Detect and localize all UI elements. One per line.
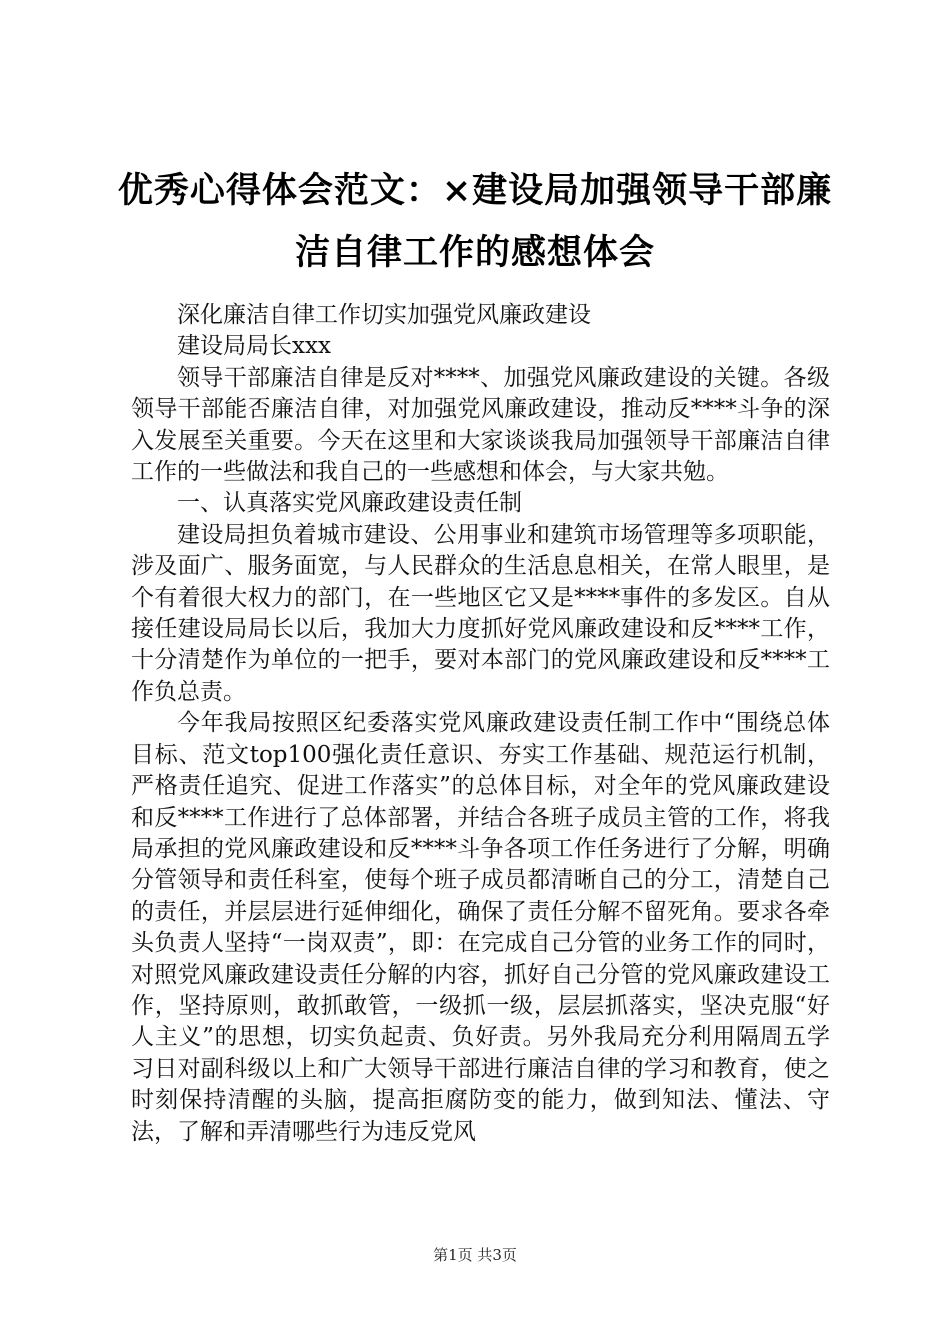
section-heading-1: 一、认真落实党风廉政建设责任制 xyxy=(177,490,522,517)
paragraph-section-1a: 建设局担负着城市建设、公用事业和建筑市场管理等多项职能，涉及面广、服务面宽，与人民群众的生活息息相关，在常人眼里，是个有着很大权力的部门，在一些地区它又是****事件的多发区。自从接任建设局局长以后，我加大力度抓好党风廉政建设和反****工作，十分清楚作为单位的一把手，要对本部门的党风廉政建设和反****工作负总责。 xyxy=(131,521,830,705)
paragraph-section-1b: 今年我局按照区纪委落实党风廉政建设责任制工作中“围绕总体目标、范文top100强化责任意识、夯实工作基础、规范运行机制，严格责任追究、促进工作落实”的总体目标，对全年的党风廉政建设和反****工作进行了总体部署，并结合各班子成员主管的工作，将我局承担的党风廉政建设和反****斗争各项工作任务进行了分解，明确分管领导和责任科室，使每个班子成员都清晰自己的分工，清楚自己的责任，并层层进行延伸细化，确保了责任分解不留死角。要求各牵头负责人坚持“一岗双责”，即：在完成自己分管的业务工作的同时，对照党风廉政建设责任分解的内容，抓好自己分管的党风廉政建设工作，坚持原则，敢抓敢管，一级抓一级，层层抓落实，坚决克服“好人主义”的思想，切实负起责、负好责。另外我局充分利用隔周五学习日对副科级以上和广大领导干部进行廉洁自律的学习和教育，使之时刻保持清醒的头脑，提高拒腐防变的能力，做到知法、懂法、守法，了解和弄清哪些行为违反党风 xyxy=(131,710,830,1145)
document-body xyxy=(131,300,830,1148)
document-title: 优秀心得体会范文：×建设局加强领导干部廉洁自律工作的感想体会 xyxy=(117,170,833,273)
paragraph-author: 建设局局长xxx xyxy=(177,333,331,360)
paragraph-intro: 领导干部廉洁自律是反对****、加强党风廉政建设的关键。各级领导干部能否廉洁自律，对加强党风廉政建设，推动反****斗争的深入发展至关重要。今天在这里和大家谈谈我局加强领导干部廉洁自律工作的一些做法和我自己的一些感想和体会，与大家共勉。 xyxy=(131,364,830,486)
page-footer: 第1页 共3页 xyxy=(433,1246,517,1264)
paragraph-subtitle: 深化廉洁自律工作切实加强党风廉政建设 xyxy=(177,302,591,328)
